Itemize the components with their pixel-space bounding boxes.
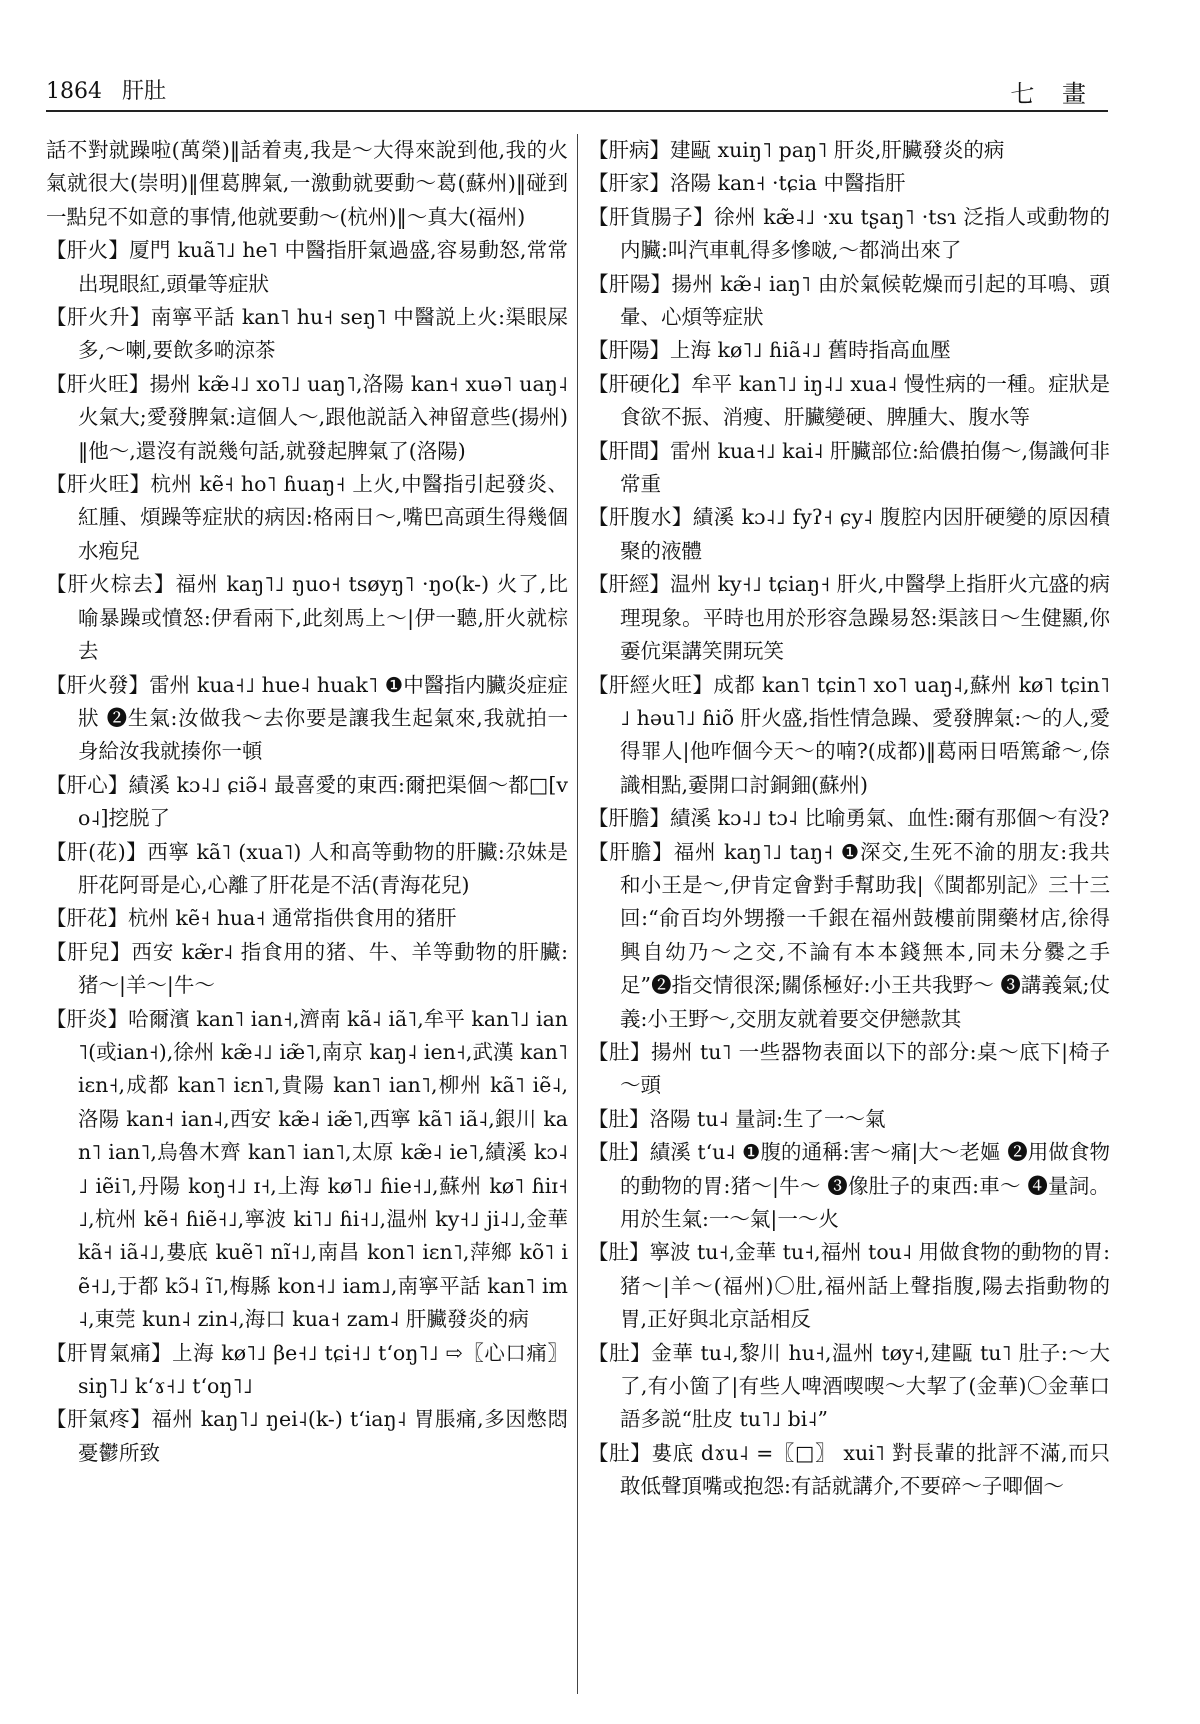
dictionary-entry: 【肚】揚州 tu˥ 一些器物表面以下的部分:桌～底下|椅子～頭: [588, 1039, 1110, 1098]
dictionary-entry: 【肚】寧波 tu˧,金華 tu˧,福州 tou˨ 用做食物的動物的胃:猪～|羊～(福州)〇肚,福州話上聲指腹,陽去指動物的胃,正好與北京話相反: [588, 1240, 1110, 1332]
dictionary-entry: 【肝胃氣痛】上海 kø˥˩ βe˧˩ tɕi˧˩ tʻoŋ˥˩ ⇨〖心口痛〗 siŋ˥˩ kʻɤ˧˩ tʻoŋ˥˩: [46, 1340, 568, 1399]
dictionary-entry: 【肝陽】上海 kø˥˩ ɦiã˨˩ 舊時指高血壓: [588, 338, 951, 363]
dictionary-entry: 【肝氣疼】福州 kaŋ˥˩ ŋei˨(k-) tʻiaŋ˨ 胃脹痛,多因憋悶憂鬱所致: [46, 1407, 568, 1465]
dictionary-entry: 【肝心】績溪 kɔ˨˩ ɕiə̃˨ 最喜愛的東西:爾把渠個～都□[vo˨]挖脱了: [46, 772, 568, 831]
right-column: [588, 134, 1110, 1694]
dictionary-entry: 【肝火】厦門 kuã˥˩ he˥ 中醫指肝氣過盛,容易動怒,常常出現眼紅,頭暈等症狀: [46, 238, 568, 296]
dictionary-entry: 【肝炎】哈爾濱 kan˥ ian˧,濟南 kã˨ iã˥,牟平 kan˥˩ ian˥(或ian˧),徐州 kæ̃˨˩ iæ̃˥,南京 kaŋ˨ ien˧,武漢 kan˥ iɛn˧,成都 kan˥ iɛn˥,貴陽 kan˥ ian˥,柳州 kã˥ iẽ˨,洛陽 kan˧ ian˨,西安 kæ̃˨ iæ̃˥,西寧 kã˥ iã˨,銀川 kan˥ ian˥,烏魯木齊 kan˥ ian˥,太原 kæ̃˨ ie˥,績溪 kɔ˨˩ iẽi˥,丹陽 koŋ˧˩ ɪ˧,上海 kø˥˩ ɦie˧˩,蘇州 kø˥ ɦiɪ˧˩,杭州 kẽ˧ ɦiẽ˧˩,寧波 ki˥˩ ɦi˧˩,温州 ky˧˩ ji˨˩,金華 kã˧ iã˨˩,婁底 kuẽ˥ nĩ˧˩,南昌 kon˥ iɛn˥,萍鄉 kõ˥ iẽ˧˩,于都 kɔ̃˨ ĩ˥,梅縣 kon˧˩ iam˩,南寧平話 kan˥ im˨,東莞 kun˨ zin˨,海口 kua˧ zam˨ 肝臟發炎的病: [46, 1006, 568, 1332]
dictionary-entry: 【肚】績溪 tʻu˨ ❶腹的通稱:害～痛|大～老嫗 ❷用做食物的動物的胃:猪～|牛～ ❸像肚子的東西:車～ ❹量詞。用於生氣:一～氣|一～火: [588, 1140, 1110, 1231]
dictionary-entry: 【肝(花)】西寧 kã˥ (xua˥) 人和高等動物的肝臟:尕妹是肝花阿哥是心,心離了肝花是不活(青海花兒): [46, 839, 568, 897]
dictionary-entry: 話不對就躁啦(萬榮)‖話着夷,我是～大得來說到他,我的火氣就很大(崇明)‖俚葛脾氣,一激動就要動～葛(蘇州)‖碰到一點兒不如意的事情,他就要動～(杭州)‖～真大(福州): [46, 138, 568, 229]
dictionary-entry: 【肝火升】南寧平話 kan˥ hu˧ seŋ˥ 中醫説上火:渠眼屎多,～喇,要飲多啲涼茶: [46, 305, 568, 363]
header-left: [46, 74, 166, 105]
page-header: [46, 66, 1108, 112]
dictionary-entry: 【肝火棕去】福州 kaŋ˥˩ ŋuo˧ tsøyŋ˥ ·ŋo(k-) 火了,比喻暴躁或憤怒:伊看兩下,此刻馬上～|伊一聽,肝火就棕去: [46, 572, 568, 664]
dictionary-entry: 【肝貨腸子】徐州 kæ̃˨˩ ·xu tʂaŋ˥ ·tsɿ 泛指人或動物的内臟:叫汽車軋得多慘啵,～都淌出來了: [588, 204, 1110, 263]
dictionary-entry: 【肝間】雷州 kua˧˩ kai˨ 肝臟部位:給儂拍傷～,傷識何非常重: [588, 438, 1110, 497]
dictionary-entry: 【肝腹水】績溪 kɔ˨˩ fyʔ˧ ɕy˨ 腹腔内因肝硬變的原因積聚的液體: [588, 505, 1110, 563]
running-title: 肝肚: [122, 79, 167, 104]
dictionary-entry: 【肝火旺】杭州 kẽ˧ ho˥ ɦuaŋ˧ 上火,中醫指引起發炎、紅腫、煩躁等症狀的病因:格兩日～,嘴巴高頭生得幾個水疱兒: [46, 472, 568, 563]
dictionary-entry: 【肚】金華 tu˨,黎川 hu˧,温州 tøy˧,建甌 tu˥ 肚子:～大了,有小箇了|有些人啤酒喫喫～大挈了(金華)〇金華口語多説“肚皮 tu˥˩ bi˨”: [588, 1340, 1110, 1432]
dictionary-entry: 【肝經】温州 ky˧˩ tɕiaŋ˧ 肝火,中醫學上指肝火亢盛的病理現象。平時也用於形容急躁易怒:渠該日～生健顯,你嫑伉渠講笑開玩笑: [588, 572, 1110, 664]
dictionary-entry: 【肝兒】西安 kæ̃r˨ 指食用的猪、牛、羊等動物的肝臟:猪～|羊～|牛～: [46, 939, 568, 998]
dictionary-entry: 【肚】洛陽 tu˨ 量詞:生了一～氣: [588, 1106, 886, 1131]
dictionary-entry: 【肝膽】福州 kaŋ˥˩ taŋ˧ ❶深交,生死不渝的朋友:我共和小王是～,伊肯定會對手幫助我|《閩都别記》三十三回:“俞百均外甥撥一千銀在福州鼓樓前開藥材店,徐得興自幼乃～之交,不論有本本錢無本,同未分爨之手足”❷指交情很深;關係極好:小王共我野～ ❸講義氣;仗義:小王野～,交朋友就着要交伊戀款其: [588, 839, 1110, 1031]
page-number: 1864: [46, 79, 102, 104]
dictionary-entry: 【肝膽】績溪 kɔ˨˩ tɔ˨ 比喻勇氣、血性:爾有那個～有没?: [588, 806, 1110, 831]
dictionary-entry: 【肝經火旺】成都 kan˥ tɕin˥ xo˥ uaŋ˨,蘇州 kø˥ tɕin˥˩ həu˥˩ ɦiõ 肝火盛,指性情急躁、愛發脾氣:～的人,愛得罪人|他咋個今天～的喃?(成都)‖葛兩日唔篤爺～,倷識相點,嫑開口討銅鈿(蘇州): [588, 672, 1110, 797]
dictionary-entry: 【肝火發】雷州 kua˧˩ hue˨ huak˥ ❶中醫指内臟炎症症狀 ❷生氣:汝做我～去你要是讓我生起氣來,我就拍一身給汝我就揍你一頓: [46, 672, 568, 764]
stroke-count-label: 七 畫: [1010, 80, 1096, 108]
dictionary-entry: 【肝病】建甌 xuiŋ˥ paŋ˥ 肝炎,肝臟發炎的病: [588, 138, 1005, 162]
dictionary-entry: 【肝火旺】揚州 kæ̃˨˩ xo˥˩ uaŋ˥,洛陽 kan˧ xuə˥ uaŋ˨ 火氣大;愛發脾氣:這個人～,跟他説話入神留意些(揚州)‖他～,還沒有説幾句話,就發起脾氣了(洛陽): [46, 371, 568, 463]
dictionary-entry: 【肝陽】揚州 kæ̃˨ iaŋ˥ 由於氣候乾燥而引起的耳鳴、頭暈、心煩等症狀: [588, 271, 1110, 330]
left-column: [46, 134, 568, 1694]
dictionary-entry: 【肚】婁底 dɤu˨ =〖□〗 xui˥ 對長輩的批評不滿,而只敢低聲頂嘴或抱怨:有話就講介,不要碎～子唧個～: [588, 1440, 1110, 1499]
column-divider: [577, 134, 578, 1694]
dictionary-entry: 【肝硬化】牟平 kan˥˩ iŋ˨˩ xua˨ 慢性病的一種。症狀是食欲不振、消瘦、肝臟變硬、脾腫大、腹水等: [588, 371, 1110, 430]
dictionary-entry: 【肝花】杭州 kẽ˧ hua˧ 通常指供食用的猪肝: [46, 906, 457, 931]
dictionary-entry: 【肝家】洛陽 kan˧ ·tɕia 中醫指肝: [588, 171, 906, 196]
